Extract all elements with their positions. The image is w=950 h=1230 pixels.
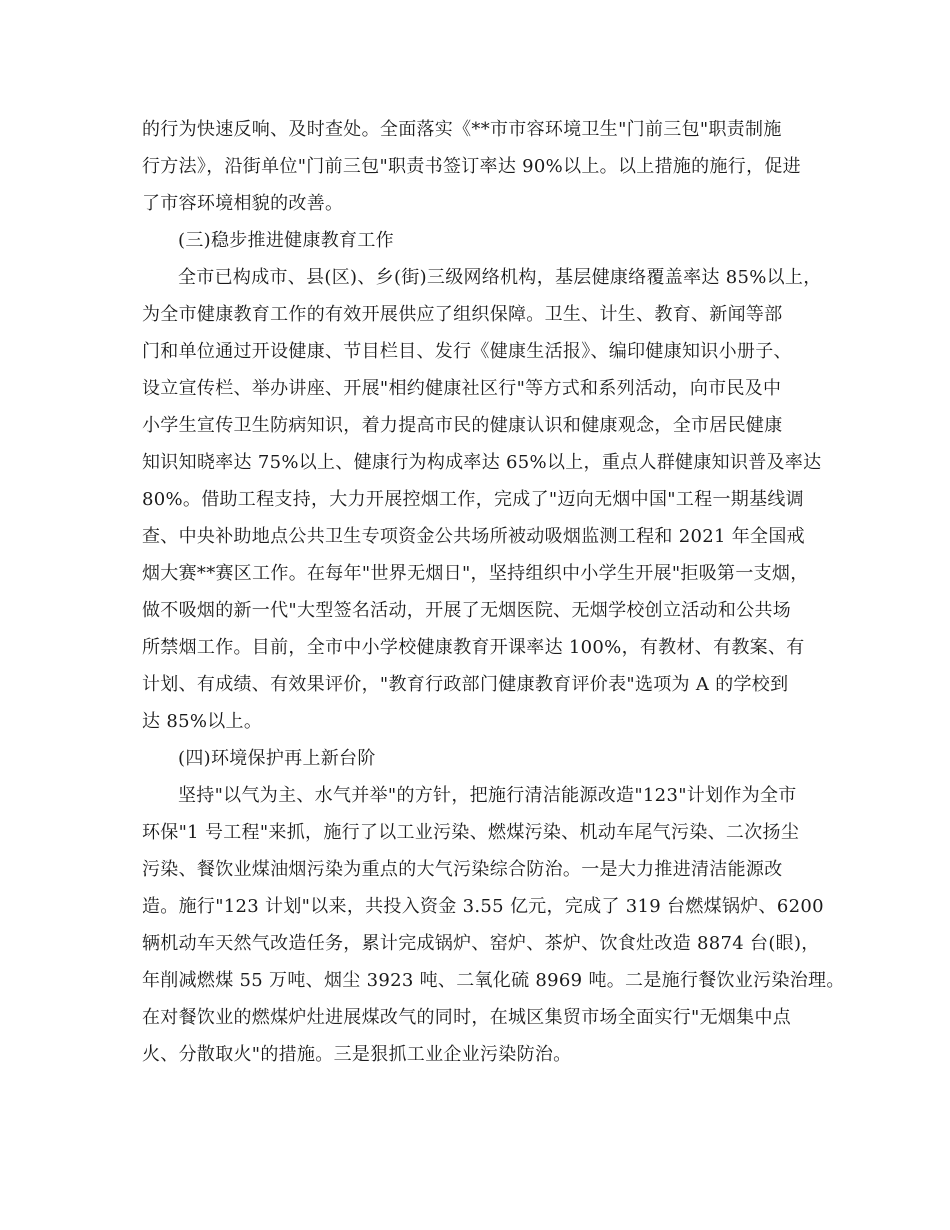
text-line: 的行为快速反响、及时查处。全面落实《**市市容环境卫生"门前三包"职责制施	[142, 119, 782, 140]
text-line: 小学生宣传卫生防病知识，着力提高市民的健康认识和健康观念，全市居民健康	[142, 415, 783, 436]
text-line: 所禁烟工作。目前，全市中小学校健康教育开课率达 100%，有教材、有教案、有	[142, 637, 805, 658]
text-line: 辆机动车天然气改造任务，累计完成锅炉、窑炉、茶炉、饮食灶改造 8874 台(眼)，	[142, 933, 820, 954]
text-line: 设立宣传栏、举办讲座、开展"相约健康社区行"等方式和系列活动，向市民及中	[142, 378, 782, 399]
text-line: 查、中央补助地点公共卫生专项资金公共场所被动吸烟监测工程和 2021 年全国戒	[142, 526, 805, 547]
text-line: 在对餐饮业的燃煤炉灶进展煤改气的同时，在城区集贸市场全面实行"无烟集中点	[142, 1007, 792, 1028]
text-line: 全市已构成市、县(区)、乡(街)三级网络机构，基层健康络覆盖率达 85%以上，	[178, 267, 822, 288]
text-line: 污染、餐饮业煤油烟污染为重点的大气污染综合防治。一是大力推进清洁能源改	[142, 859, 783, 880]
text-line: 80%。借助工程支持，大力开展控烟工作，完成了"迈向无烟中国"工程一期基线调	[142, 489, 804, 510]
text-line: 年削减燃煤 55 万吨、烟尘 3923 吨、二氧化硫 8969 吨。二是施行餐饮业污染治理。	[142, 970, 845, 991]
text-line: 火、分散取火"的措施。三是狠抓工业企业污染防治。	[142, 1044, 572, 1065]
text-line: 知识知晓率达 75%以上、健康行为构成率达 65%以上，重点人群健康知识普及率达	[142, 452, 822, 473]
text-line: 行方法》，沿街单位"门前三包"职责书签订率达 90%以上。以上措施的施行，促进	[142, 156, 801, 177]
text-line: 了市容环境相貌的改善。	[142, 193, 344, 214]
text-line: 烟大赛**赛区工作。在每年"世界无烟日"，坚持组织中小学生开展"拒吸第一支烟，	[142, 563, 809, 584]
text-line: 为全市健康教育工作的有效开展供应了组织保障。卫生、计生、教育、新闻等部	[142, 304, 783, 325]
section-heading: (四)环境保护再上新台阶	[178, 748, 376, 769]
text-line: 坚持"以气为主、水气并举"的方针，把施行清洁能源改造"123"计划作为全市	[178, 785, 797, 806]
text-line: 环保"1 号工程"来抓，施行了以工业污染、燃煤污染、机动车尾气污染、二次扬尘	[142, 822, 800, 843]
text-line: 造。施行"123 计划"以来，共投入资金 3.55 亿元，完成了 319 台燃煤锅炉、6200	[142, 896, 824, 917]
section-heading: (三)稳步推进健康教育工作	[178, 230, 394, 251]
text-line: 做不吸烟的新一代"大型签名活动，开展了无烟医院、无烟学校创立活动和公共场	[142, 600, 792, 621]
text-line: 计划、有成绩、有效果评价，"教育行政部门健康教育评价表"选项为 A 的学校到	[142, 674, 789, 695]
text-line: 达 85%以上。	[142, 711, 263, 732]
text-line: 门和单位通过开设健康、节目栏目、发行《健康生活报》、编印健康知识小册子、	[142, 341, 792, 362]
